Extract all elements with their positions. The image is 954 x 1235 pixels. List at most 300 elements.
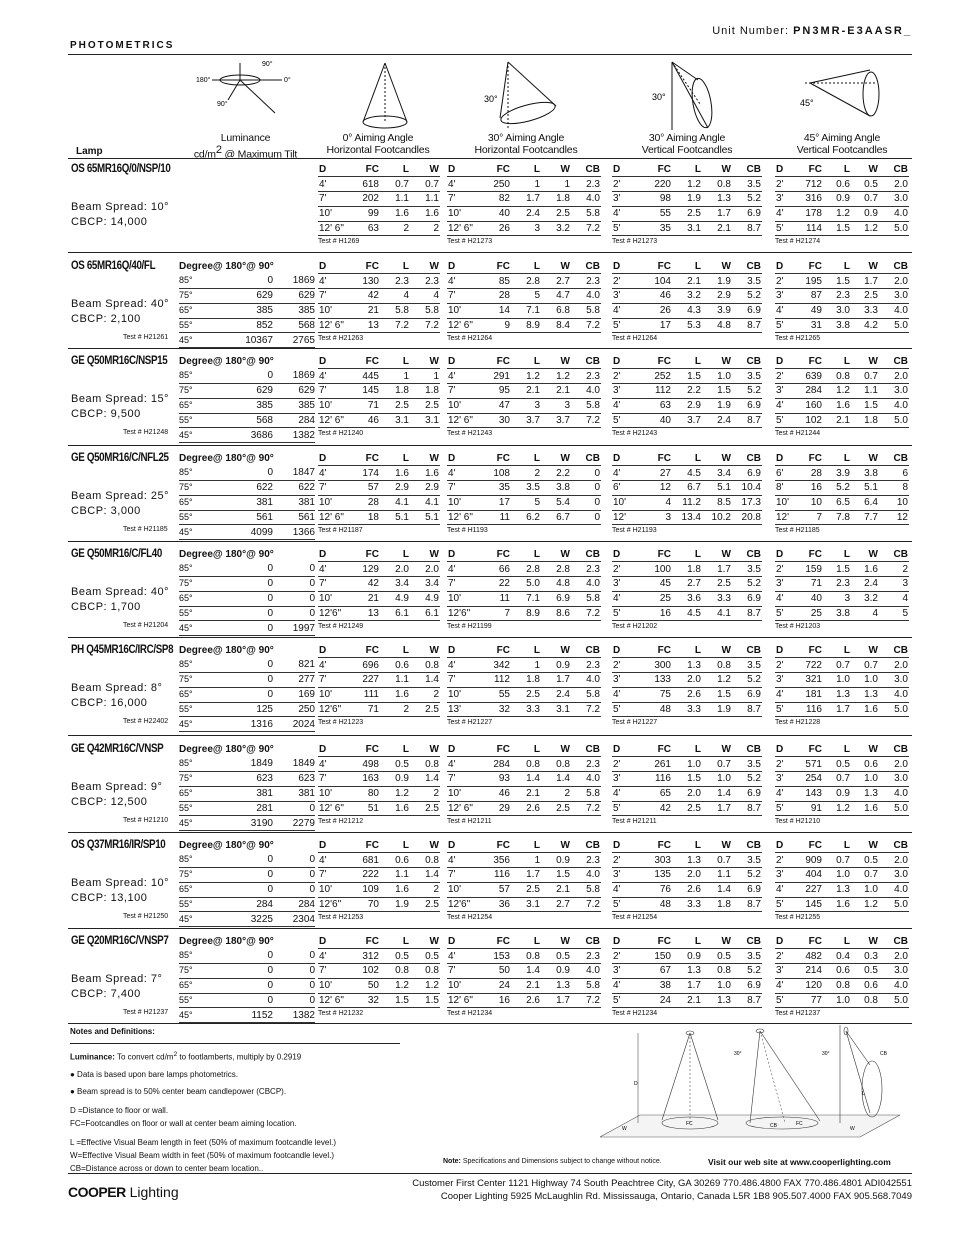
- table-cell: 10': [447, 687, 477, 702]
- cbcp: CBCP: 9,500: [71, 408, 141, 420]
- table-header-cell: D: [318, 838, 346, 853]
- table-cell: 102: [346, 964, 380, 979]
- table-cell: 5.2: [732, 384, 762, 399]
- test-number: Test # H21234: [447, 1010, 493, 1017]
- note-d3: L =Effective Visual Beam length in feet (50% of maximum footcandle level.): [70, 1137, 336, 1147]
- footcandle-table: [318, 259, 440, 333]
- table-cell: 1.9: [702, 398, 732, 413]
- luminance-cell: 0: [221, 882, 273, 897]
- table-cell: 10': [447, 495, 477, 510]
- logo-lighting: Lighting: [129, 1184, 179, 1200]
- table-cell: 4': [447, 562, 477, 577]
- table-row: [447, 702, 601, 717]
- table-cell: 2.6: [672, 882, 702, 897]
- footcandle-table: [612, 838, 762, 912]
- footcandle-table: [318, 354, 440, 428]
- table-header-cell: W: [702, 451, 732, 466]
- label-30a: 30°: [484, 94, 498, 104]
- table-row: [775, 897, 909, 912]
- table-cell: 6.2: [511, 510, 541, 525]
- table-header-cell: CB: [571, 547, 601, 562]
- table-cell: 48: [636, 702, 672, 717]
- table-row: [318, 562, 440, 577]
- table-cell: 2': [612, 369, 636, 384]
- table-header-cell: L: [511, 547, 541, 562]
- table-cell: 10': [318, 978, 346, 993]
- lamp-name: GE Q50MR16/C/FL40: [71, 548, 162, 560]
- table-row: [612, 577, 762, 592]
- table-header-cell: L: [511, 451, 541, 466]
- luminance-head: Degree@ 180°@ 90°: [179, 935, 274, 947]
- luminance-row: [179, 525, 315, 540]
- table-cell: 3: [823, 591, 851, 606]
- table-cell: 0.8: [410, 658, 440, 673]
- table-cell: 3.0: [879, 964, 909, 979]
- table-cell: 2.4: [851, 577, 879, 592]
- test-number: Test # H21273: [612, 238, 658, 245]
- table-cell: 28: [795, 466, 823, 481]
- table-cell: 2: [380, 702, 410, 717]
- beam-spread-block: [71, 681, 162, 711]
- table-row: [775, 466, 909, 481]
- lamp-section: [68, 449, 912, 542]
- table-cell: 80: [346, 786, 380, 801]
- table-cell: 0.8: [511, 949, 541, 964]
- table-cell: 1.7: [823, 702, 851, 717]
- table-cell: 4': [612, 466, 636, 481]
- table-cell: 2.6: [511, 993, 541, 1008]
- table-cell: 2.9: [702, 289, 732, 304]
- table-header-cell: W: [541, 742, 571, 757]
- table-header-cell: CB: [879, 643, 909, 658]
- table-row: [318, 192, 440, 207]
- luminance-table: [179, 547, 315, 636]
- footer-rule: [68, 1173, 912, 1174]
- luminance-cell: 85°: [179, 949, 221, 964]
- table-cell: 0.9: [851, 206, 879, 221]
- beam-spread-block: [71, 876, 169, 906]
- table-cell: 2': [612, 562, 636, 577]
- table-header-cell: W: [702, 162, 732, 177]
- luminance-table: [179, 451, 315, 540]
- table-header-cell: L: [823, 742, 851, 757]
- table-cell: 2': [775, 949, 795, 964]
- table-row: [612, 868, 762, 883]
- table-cell: 46: [477, 786, 511, 801]
- table-cell: 14: [477, 303, 511, 318]
- table-cell: 3.3: [672, 702, 702, 717]
- table-cell: 4.0: [879, 398, 909, 413]
- table-cell: 1.3: [851, 687, 879, 702]
- table-cell: 4': [447, 369, 477, 384]
- table-cell: 2': [612, 658, 636, 673]
- table-cell: 1.2: [823, 206, 851, 221]
- luminance-cell: 65°: [179, 978, 221, 993]
- table-header-cell: L: [511, 162, 541, 177]
- table-header-cell: CB: [879, 934, 909, 949]
- table-row: [318, 303, 440, 318]
- luminance-cell: 0: [221, 621, 273, 636]
- table-cell: 498: [346, 757, 380, 772]
- table-cell: 12' 6": [318, 510, 346, 525]
- table-cell: 2.9: [380, 481, 410, 496]
- table-header-cell: FC: [795, 934, 823, 949]
- label-180: 180°: [196, 77, 211, 84]
- table-header-cell: D: [447, 934, 477, 949]
- table-row: [775, 801, 909, 816]
- table-cell: 4.8: [541, 577, 571, 592]
- lamp-section: [68, 836, 912, 929]
- table-cell: 130: [346, 274, 380, 289]
- table-cell: 2.3: [571, 853, 601, 868]
- luminance-cell: 3190: [221, 816, 273, 831]
- table-cell: 160: [795, 398, 823, 413]
- table-cell: 2.9: [410, 481, 440, 496]
- table-cell: 6.9: [732, 303, 762, 318]
- table-cell: 909: [795, 853, 823, 868]
- table-row: [447, 303, 601, 318]
- col-30v-aiming-header: [612, 132, 762, 156]
- lamp-section: [68, 641, 912, 736]
- table-cell: 639: [795, 369, 823, 384]
- table-cell: 7.7: [851, 510, 879, 525]
- table-cell: 2.4: [702, 413, 732, 428]
- table-header-cell: L: [672, 547, 702, 562]
- table-cell: 12' 6": [318, 413, 346, 428]
- table-cell: 5.8: [571, 206, 601, 221]
- table-cell: 2.0: [879, 177, 909, 192]
- table-cell: 1.8: [410, 384, 440, 399]
- luminance-row: [179, 303, 315, 318]
- table-cell: 3.1: [410, 413, 440, 428]
- table-header-cell: D: [447, 742, 477, 757]
- table-cell: 0.8: [823, 369, 851, 384]
- luminance-head: Degree@ 180°@ 90°: [179, 548, 274, 560]
- fc1-label: FC: [686, 1121, 693, 1127]
- table-header-cell: FC: [346, 354, 380, 369]
- table-header-cell: D: [775, 162, 795, 177]
- table-cell: 7: [477, 606, 511, 621]
- table-row: [447, 868, 601, 883]
- table-header-cell: FC: [346, 643, 380, 658]
- table-cell: 0.8: [823, 978, 851, 993]
- table-header-cell: W: [851, 643, 879, 658]
- unit-label: Unit Number:: [712, 25, 790, 37]
- table-cell: 4': [318, 274, 346, 289]
- beam-spread-block: [71, 972, 162, 1002]
- table-cell: 6.9: [541, 591, 571, 606]
- luminance-row: [179, 398, 315, 413]
- luminance-cell: 65°: [179, 591, 221, 606]
- table-header-cell: L: [511, 643, 541, 658]
- table-header-cell: W: [410, 643, 440, 658]
- table-cell: 12'6": [318, 606, 346, 621]
- luminance-cell: 65°: [179, 687, 221, 702]
- note-label: Note:: [443, 1158, 461, 1165]
- luminance-row: [179, 897, 315, 912]
- table-row: [612, 786, 762, 801]
- table-header-cell: D: [318, 934, 346, 949]
- table-header-cell: CB: [879, 451, 909, 466]
- table-header-cell: D: [775, 451, 795, 466]
- footcandle-table: [775, 354, 909, 428]
- table-header-cell: CB: [879, 354, 909, 369]
- table-cell: 0.7: [702, 757, 732, 772]
- table-row: [447, 757, 601, 772]
- table-cell: 2.5: [410, 702, 440, 717]
- table-header-cell: FC: [477, 838, 511, 853]
- table-cell: 1.1: [702, 868, 732, 883]
- table-cell: 10': [318, 882, 346, 897]
- luminance-cell: 2304: [273, 912, 315, 927]
- label-90b: 90°: [217, 101, 228, 108]
- table-cell: 7': [318, 673, 346, 688]
- footcandle-table: [612, 742, 762, 816]
- luminance-test-number: Test # H21185: [123, 526, 168, 533]
- luminance-row: [179, 333, 315, 348]
- table-cell: 2.5: [410, 801, 440, 816]
- table-cell: 12' 6": [318, 221, 346, 236]
- table-row: [318, 687, 440, 702]
- luminance-cell: 623: [273, 772, 315, 787]
- table-cell: 12' 6": [318, 993, 346, 1008]
- table-cell: 4.9: [380, 591, 410, 606]
- table-cell: 4.0: [879, 978, 909, 993]
- table-cell: 0.5: [380, 757, 410, 772]
- table-cell: 1.8: [511, 673, 541, 688]
- c3a: 30° Aiming Angle: [648, 132, 726, 144]
- lamp-name: GE Q42MR16C/VNSP: [71, 743, 164, 755]
- footcandle-table: [318, 451, 440, 525]
- table-cell: 66: [477, 562, 511, 577]
- table-cell: 2': [612, 177, 636, 192]
- beam-spread-block: [71, 489, 169, 519]
- lamp-section: [68, 352, 912, 446]
- table-cell: 11.2: [672, 495, 702, 510]
- table-row: [318, 591, 440, 606]
- table-cell: 3.8: [823, 606, 851, 621]
- table-row: [612, 772, 762, 787]
- table-cell: 3.1: [541, 702, 571, 717]
- l-label: L: [862, 1091, 865, 1097]
- table-header-cell: L: [823, 547, 851, 562]
- table-cell: 75: [636, 687, 672, 702]
- table-header-cell: FC: [346, 742, 380, 757]
- table-cell: 65: [636, 786, 672, 801]
- table-cell: 4': [775, 591, 795, 606]
- table-cell: 22: [477, 577, 511, 592]
- footcandle-table: [775, 643, 909, 717]
- luminance-cell: 250: [273, 702, 315, 717]
- table-cell: 2.2: [541, 466, 571, 481]
- table-cell: 195: [795, 274, 823, 289]
- table-cell: 3': [775, 577, 795, 592]
- test-number: Test # H21254: [612, 914, 658, 921]
- table-cell: 2.3: [380, 274, 410, 289]
- luminance-text2: to footlamberts, multiply by 0.2919: [179, 1052, 302, 1062]
- table-cell: 5': [775, 993, 795, 1008]
- luminance-cell: 568: [273, 318, 315, 333]
- luminance-cell: 0: [273, 591, 315, 606]
- table-cell: 1.3: [823, 687, 851, 702]
- luminance-cell: 0: [221, 658, 273, 673]
- table-cell: 571: [795, 757, 823, 772]
- beam-spread: Beam Spread: 40°: [71, 298, 170, 310]
- table-cell: 303: [636, 853, 672, 868]
- lamp-section: [68, 932, 912, 1024]
- table-row: [612, 897, 762, 912]
- lamp-name: OS 65MR16Q/0/NSP/10: [71, 163, 171, 175]
- table-cell: 2.5: [541, 801, 571, 816]
- table-cell: 1.4: [410, 673, 440, 688]
- luminance-cell: 281: [221, 801, 273, 816]
- table-cell: 40: [636, 413, 672, 428]
- table-cell: 100: [636, 562, 672, 577]
- table-cell: 0.8: [511, 757, 541, 772]
- table-cell: 0.7: [702, 853, 732, 868]
- table-cell: 10': [447, 978, 477, 993]
- test-number: Test # H21202: [612, 623, 658, 630]
- table-header-cell: CB: [879, 259, 909, 274]
- table-cell: 16: [795, 481, 823, 496]
- section-title: PHOTOMETRICS: [70, 40, 175, 51]
- beam-spread-block: [71, 297, 169, 327]
- table-cell: 2.3: [410, 274, 440, 289]
- table-cell: 7.2: [571, 318, 601, 333]
- table-cell: 6.9: [732, 398, 762, 413]
- table-row: [447, 318, 601, 333]
- table-cell: 1.5: [702, 687, 732, 702]
- table-header-cell: W: [410, 451, 440, 466]
- table-cell: 116: [795, 702, 823, 717]
- fc2-label: FC: [796, 1121, 803, 1127]
- table-row: [612, 702, 762, 717]
- luminance-cell: 0: [221, 274, 273, 289]
- logo-cooper: COOPER: [68, 1184, 126, 1200]
- table-cell: 4.7: [541, 289, 571, 304]
- table-cell: 1: [511, 177, 541, 192]
- table-cell: 321: [795, 673, 823, 688]
- table-header-cell: FC: [636, 259, 672, 274]
- table-cell: 71: [346, 398, 380, 413]
- luminance-cell: 0: [273, 964, 315, 979]
- table-cell: 108: [477, 466, 511, 481]
- table-cell: 4': [612, 591, 636, 606]
- table-cell: 0.6: [851, 978, 879, 993]
- table-cell: 1.5: [541, 868, 571, 883]
- table-cell: 2': [775, 853, 795, 868]
- table-cell: 71: [346, 702, 380, 717]
- table-row: [447, 177, 601, 192]
- luminance-row: [179, 481, 315, 496]
- luminance-cell: 45°: [179, 912, 221, 927]
- table-row: [318, 993, 440, 1008]
- luminance-cell: 2279: [273, 816, 315, 831]
- table-cell: 2': [612, 757, 636, 772]
- table-row: [612, 978, 762, 993]
- table-cell: 2': [775, 562, 795, 577]
- website-link[interactable]: Visit our web site at www.cooperlighting.com: [708, 1157, 891, 1167]
- table-header-cell: CB: [571, 643, 601, 658]
- table-row: [775, 577, 909, 592]
- table-cell: 4': [612, 398, 636, 413]
- cone-30v-icon: [650, 58, 730, 136]
- table-row: [318, 398, 440, 413]
- table-cell: 3.5: [732, 757, 762, 772]
- table-cell: 12: [879, 510, 909, 525]
- lamp-name: OS 65MR16Q/40/FL: [71, 260, 156, 272]
- section-divider: [68, 1023, 912, 1024]
- table-row: [775, 303, 909, 318]
- table-cell: 10': [318, 591, 346, 606]
- luminance-cell: 629: [273, 384, 315, 399]
- table-cell: 12'6": [447, 897, 477, 912]
- table-cell: 0.6: [380, 658, 410, 673]
- table-cell: 6.1: [410, 606, 440, 621]
- table-cell: 3.3: [702, 591, 732, 606]
- table-cell: 10': [447, 786, 477, 801]
- table-cell: 46: [346, 413, 380, 428]
- table-row: [318, 289, 440, 304]
- table-header-cell: D: [318, 742, 346, 757]
- luminance-row: [179, 510, 315, 525]
- luminance-row: [179, 606, 315, 621]
- table-cell: 8.7: [732, 606, 762, 621]
- table-cell: 5.0: [879, 318, 909, 333]
- luminance-cell: 0: [221, 978, 273, 993]
- table-cell: 312: [346, 949, 380, 964]
- table-cell: 7.2: [571, 413, 601, 428]
- table-cell: 24: [636, 993, 672, 1008]
- table-cell: 6: [879, 466, 909, 481]
- table-cell: 4': [447, 949, 477, 964]
- luminance-row: [179, 495, 315, 510]
- table-cell: 2.1: [702, 221, 732, 236]
- table-cell: 12': [612, 510, 636, 525]
- table-header-cell: D: [318, 259, 346, 274]
- table-row: [447, 993, 601, 1008]
- table-row: [447, 673, 601, 688]
- luminance-cell: 0: [273, 978, 315, 993]
- table-cell: 63: [636, 398, 672, 413]
- table-row: [612, 481, 762, 496]
- table-cell: 3.8: [823, 318, 851, 333]
- table-cell: 5': [612, 702, 636, 717]
- table-row: [447, 577, 601, 592]
- table-cell: 0.6: [823, 964, 851, 979]
- table-cell: 220: [636, 177, 672, 192]
- table-cell: 1.7: [541, 673, 571, 688]
- table-cell: 3.9: [823, 466, 851, 481]
- table-row: [775, 398, 909, 413]
- table-cell: 6.9: [732, 978, 762, 993]
- table-cell: 2.5: [851, 289, 879, 304]
- luminance-table: [179, 742, 315, 831]
- table-row: [318, 221, 440, 236]
- table-cell: 2.0: [879, 658, 909, 673]
- table-cell: 145: [346, 384, 380, 399]
- luminance-cell: 629: [273, 289, 315, 304]
- table-cell: 2.1: [823, 413, 851, 428]
- luminance-test-number: Test # H21248: [123, 429, 169, 436]
- luminance-cell: 0: [221, 591, 273, 606]
- table-cell: 5.2: [732, 673, 762, 688]
- luminance-cell: 75°: [179, 964, 221, 979]
- table-cell: 3.8: [541, 481, 571, 496]
- table-cell: 1.6: [410, 206, 440, 221]
- table-cell: 4': [612, 206, 636, 221]
- table-cell: 4': [775, 786, 795, 801]
